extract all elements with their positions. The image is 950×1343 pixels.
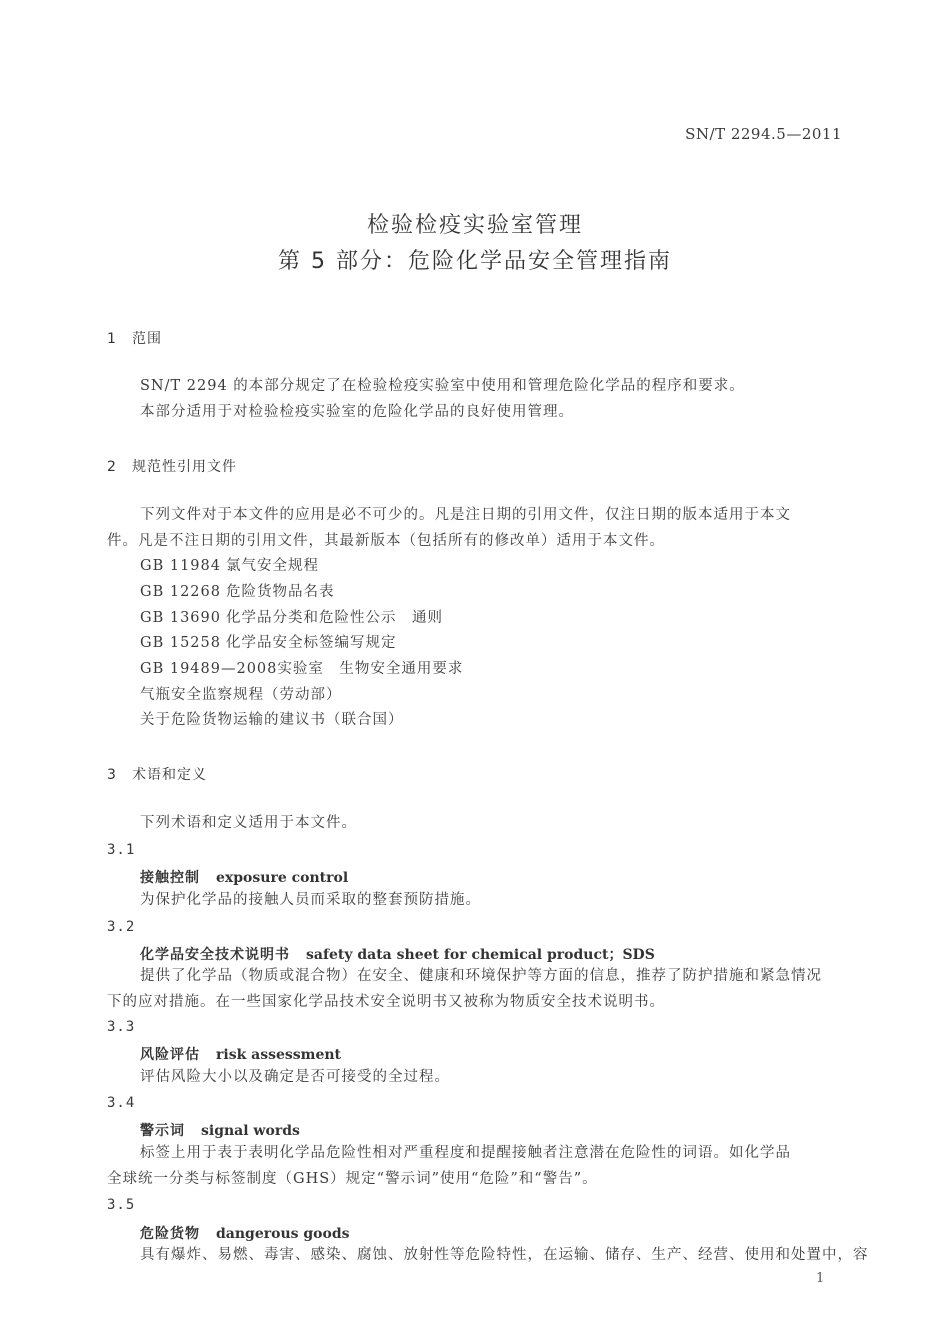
term-english: exposure control xyxy=(216,870,349,886)
document-title-line1: 检验检疫实验室管理 xyxy=(366,213,583,238)
section-number: 1 xyxy=(107,331,117,347)
reference-code: GB 11984 xyxy=(140,558,221,574)
reference-item: 关于危险货物运输的建议书（联合国） xyxy=(140,712,404,728)
term-heading xyxy=(140,1044,341,1064)
reference-title: 化学品分类和危险性公示 通则 xyxy=(226,610,443,626)
section-2-heading xyxy=(107,456,237,476)
section-title: 规范性引用文件 xyxy=(132,459,237,475)
reference-title: 实验室 生物安全通用要求 xyxy=(277,661,464,677)
term-definition: 提供了化学品（物质或混合物）在安全、健康和环境保护等方面的信息，推荐了防护措施和紧急情况 xyxy=(140,968,822,984)
term-english: signal words xyxy=(201,1123,300,1139)
term-heading xyxy=(140,1223,350,1243)
paragraph: 件。凡是不注日期的引用文件，其最新版本（包括所有的修改单）适用于本文件。 xyxy=(107,533,665,549)
term-definition: 评估风险大小以及确定是否可接受的全过程。 xyxy=(140,1069,450,1085)
reference-title: 氯气安全规程 xyxy=(226,558,319,574)
term-number: 3.3 xyxy=(107,1019,136,1035)
reference-code: GB 19489—2008 xyxy=(140,661,278,677)
reference-item xyxy=(140,662,463,677)
reference-title: 危险货物品名表 xyxy=(226,584,335,600)
document-title-line2: 第 5 部分：危险化学品安全管理指南 xyxy=(278,249,672,274)
term-heading xyxy=(140,944,655,964)
term-definition: 下的应对措施。在一些国家化学品技术安全说明书又被称为物质安全技术说明书。 xyxy=(107,994,665,1010)
reference-code: GB 12268 xyxy=(140,584,221,600)
reference-item xyxy=(140,611,443,626)
term-chinese: 危险货物 xyxy=(140,1226,200,1242)
reference-item: 气瓶安全监察规程（劳动部） xyxy=(140,687,342,703)
term-chinese: 化学品安全技术说明书 xyxy=(140,947,290,963)
paragraph: 下列文件对于本文件的应用是必不可少的。凡是注日期的引用文件，仅注日期的版本适用于本文 xyxy=(140,507,791,523)
term-chinese: 风险评估 xyxy=(140,1047,200,1063)
page-number: 1 xyxy=(816,1271,825,1286)
term-number: 3.4 xyxy=(107,1095,136,1111)
term-english: safety data sheet for chemical product；SDS xyxy=(306,947,655,963)
section-number: 2 xyxy=(107,459,117,475)
reference-code: GB 15258 xyxy=(140,635,221,651)
paragraph: SN/T 2294 的本部分规定了在检验检疫实验室中使用和管理危险化学品的程序和要求。 xyxy=(140,378,745,394)
section-title: 范围 xyxy=(132,331,162,347)
term-chinese: 警示词 xyxy=(140,1123,185,1139)
reference-code: GB 13690 xyxy=(140,610,221,626)
term-heading xyxy=(140,1120,300,1140)
paragraph: 下列术语和定义适用于本文件。 xyxy=(140,815,357,831)
term-definition: 全球统一分类与标签制度（GHS）规定“警示词”使用“危险”和“警告”。 xyxy=(107,1171,598,1187)
standard-code: SN/T 2294.5—2011 xyxy=(685,125,842,143)
term-definition: 标签上用于表于表明化学品危险性相对严重程度和提醒接触者注意潜在危险性的词语。如化学品 xyxy=(140,1145,791,1161)
term-heading xyxy=(140,867,348,887)
term-definition: 具有爆炸、易燃、毒害、感染、腐蚀、放射性等危险特性，在运输、储存、生产、经营、使用和处置中，容 xyxy=(140,1247,869,1263)
paragraph: 本部分适用于对检验检疫实验室的危险化学品的良好使用管理。 xyxy=(140,404,574,420)
section-number: 3 xyxy=(107,767,117,783)
term-number: 3.1 xyxy=(107,842,136,858)
reference-item xyxy=(140,585,335,600)
section-title: 术语和定义 xyxy=(132,767,207,783)
section-1-heading xyxy=(107,328,162,348)
term-english: risk assessment xyxy=(216,1047,342,1063)
section-3-heading xyxy=(107,764,207,784)
term-number: 3.5 xyxy=(107,1197,136,1213)
term-number: 3.2 xyxy=(107,919,136,935)
reference-item xyxy=(140,636,397,651)
reference-item xyxy=(140,559,319,574)
term-english: dangerous goods xyxy=(216,1226,350,1242)
term-chinese: 接触控制 xyxy=(140,870,200,886)
reference-title: 化学品安全标签编写规定 xyxy=(226,635,397,651)
term-definition: 为保护化学品的接触人员而采取的整套预防措施。 xyxy=(140,892,481,908)
